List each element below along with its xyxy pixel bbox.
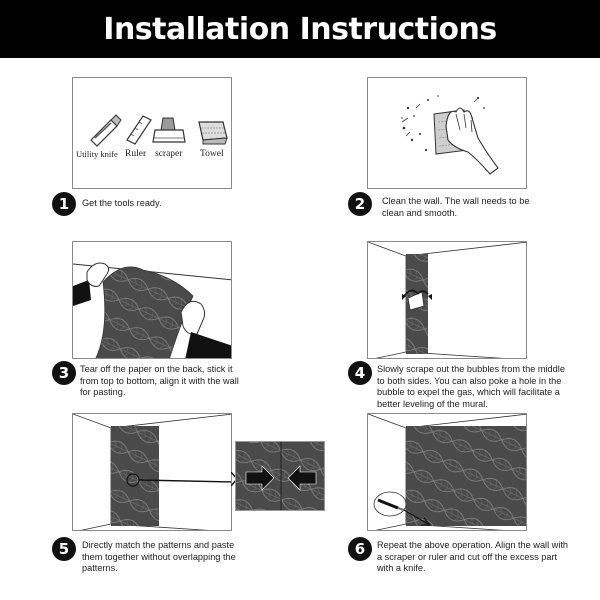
ruler-icon: [127, 116, 151, 144]
step-6-illustration: [367, 413, 527, 531]
cleaning-drawing: [368, 78, 527, 189]
step-4-badge: 4: [348, 361, 372, 385]
step-3-badge: 3: [52, 361, 76, 385]
pattern-match-closeup: [235, 441, 325, 511]
tool-label-ruler: Ruler: [125, 149, 147, 159]
utility-knife-icon: [91, 115, 121, 146]
step-1-badge: 1: [52, 192, 76, 216]
step-1-text: Get the tools ready.: [82, 198, 162, 208]
step-2-illustration: [367, 77, 527, 189]
header-bar: [0, 0, 600, 58]
tool-label-utility-knife: Utility knife: [76, 149, 118, 159]
step-5-text: Directly match the patterns and paste them together without overlapping the patterns.: [82, 540, 236, 573]
matching-drawing: [73, 414, 232, 531]
step-4-illustration: [367, 241, 527, 359]
step-6-text: Repeat the above operation. Align the wall with a scraper or ruler and cut off the excess part with a knife.: [377, 540, 569, 573]
step-1-illustration: [72, 77, 232, 189]
sticking-drawing: [73, 242, 232, 359]
trimming-drawing: [368, 414, 527, 531]
step-2-text: Clean the wall. The wall needs to be clean and smooth.: [382, 196, 530, 218]
tools-drawing: [73, 78, 232, 189]
step-5-badge: 5: [52, 537, 76, 561]
step-5-illustration: [72, 413, 232, 531]
closeup-drawing: [236, 442, 325, 511]
towel-icon: [199, 122, 227, 144]
step-3-text: Tear off the paper on the back, stick it from top to bottom, align it with the wall for pasting.: [80, 364, 239, 397]
step-3-illustration: [72, 241, 232, 359]
step-6-badge: 6: [348, 537, 372, 561]
scraping-drawing: [368, 242, 527, 359]
tool-label-scraper: scraper: [155, 149, 183, 159]
step-2-badge: 2: [348, 192, 372, 216]
scraper-icon: [153, 118, 185, 142]
page-title: Installation Instructions: [103, 11, 497, 47]
tool-label-towel: Towel: [200, 149, 224, 159]
step-4-text: Slowly scrape out the bubbles from the middle to both sides. You can also poke a hole in the bubble to expel the gas, which will facilitate a better leveling of the mural.: [377, 364, 565, 409]
